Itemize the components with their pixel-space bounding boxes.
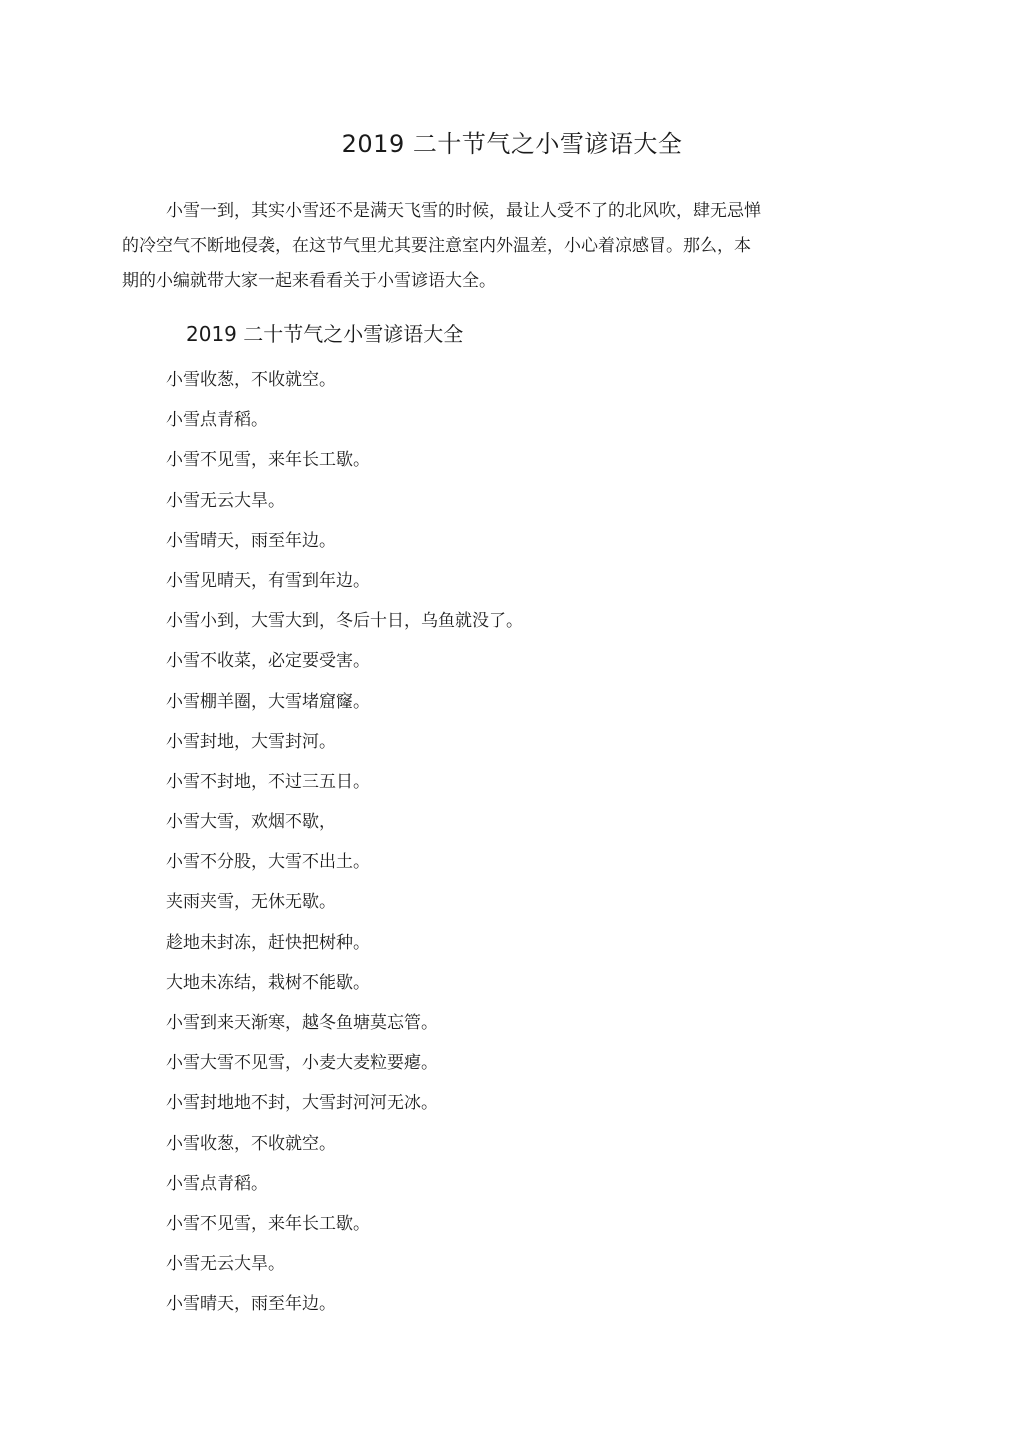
proverb-item: 小雪棚羊圈，大雪堵窟窿。	[166, 691, 370, 712]
document-title: 2019 二十节气之小雪谚语大全	[341, 130, 683, 158]
proverb-item: 小雪封地，大雪封河。	[166, 731, 336, 752]
proverb-item: 小雪收葱，不收就空。	[166, 1133, 336, 1154]
section-subtitle: 2019 二十节气之小雪谚语大全	[186, 322, 464, 346]
proverb-item: 大地未冻结，栽树不能歇。	[166, 972, 370, 993]
proverb-item: 小雪无云大旱。	[166, 1254, 285, 1275]
proverb-item: 小雪无云大旱。	[166, 490, 285, 511]
intro-line: 期的小编就带大家一起来看看关于小雪谚语大全。	[122, 271, 496, 291]
proverb-item: 小雪点青稻。	[166, 1173, 268, 1194]
proverb-item: 小雪不封地，不过三五日。	[166, 771, 370, 792]
intro-line: 的冷空气不断地侵袭，在这节气里尤其要注意室内外温差，小心着凉感冒。那么，本	[122, 236, 751, 256]
intro-paragraph	[122, 194, 842, 299]
proverb-item: 小雪小到，大雪大到，冬后十日，乌鱼就没了。	[166, 611, 523, 632]
intro-line: 小雪一到，其实小雪还不是满天飞雪的时候，最让人受不了的北风吹，肆无忌惮	[166, 201, 761, 221]
proverb-item: 小雪封地地不封，大雪封河河无冰。	[166, 1093, 438, 1114]
proverb-item: 小雪点青稻。	[166, 410, 268, 431]
proverb-item: 小雪不分股，大雪不出土。	[166, 852, 370, 873]
proverb-item: 小雪晴天，雨至年边。	[166, 1294, 336, 1315]
proverb-item: 小雪不收菜，必定要受害。	[166, 651, 370, 672]
proverb-item: 小雪见晴天，有雪到年边。	[166, 570, 370, 591]
proverb-item: 夹雨夹雪，无休无歇。	[166, 892, 336, 913]
proverb-item: 小雪大雪，欢烟不歇，	[166, 812, 336, 833]
proverb-item: 小雪到来天渐寒，越冬鱼塘莫忘管。	[166, 1013, 438, 1033]
proverb-list	[166, 362, 523, 1327]
proverb-item: 趁地未封冻，赶快把树种。	[166, 932, 370, 953]
proverb-item: 小雪不见雪，来年长工歇。	[166, 1213, 370, 1234]
proverb-item: 小雪不见雪，来年长工歇。	[166, 450, 370, 471]
proverb-item: 小雪晴天，雨至年边。	[166, 530, 336, 551]
proverb-item: 小雪大雪不见雪，小麦大麦粒要瘪。	[166, 1053, 438, 1074]
proverb-item: 小雪收葱，不收就空。	[166, 370, 336, 390]
